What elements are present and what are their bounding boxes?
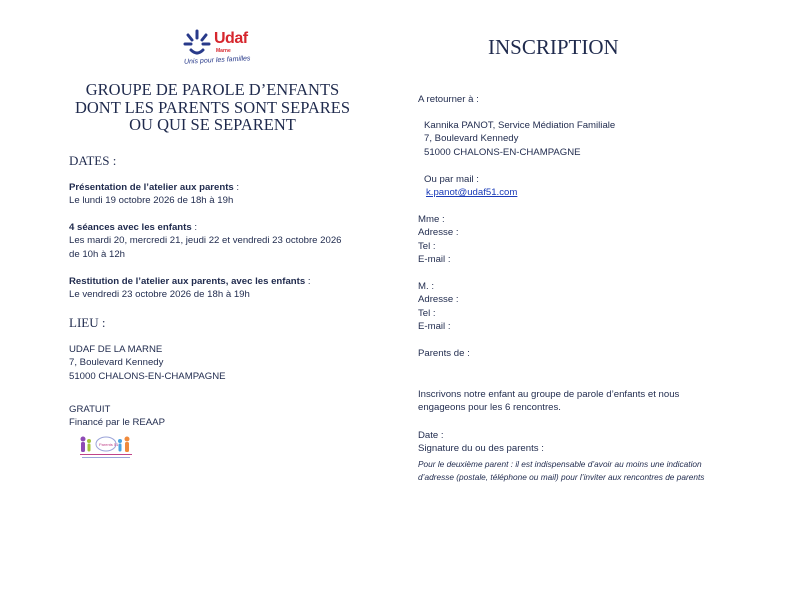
- signature-label: Signature du ou des parents :: [418, 443, 544, 455]
- session-line: de 10h à 12h: [69, 248, 126, 260]
- session-presentation: [69, 181, 369, 208]
- commitment-line: Inscrivons notre enfant au groupe de parole d’enfants et nous: [418, 389, 680, 400]
- title-line: DONT LES PARENTS SONT SEPARES: [74, 97, 351, 117]
- second-parent-note: [418, 458, 704, 483]
- note-line: Pour le deuxième parent : il est indispensable d’avoir au moins une indication: [418, 459, 702, 469]
- contact-block: [424, 119, 615, 159]
- return-to-label: A retourner à :: [418, 94, 479, 105]
- field-label-tel: Tel :: [418, 240, 436, 252]
- field-label-address: Adresse :: [418, 227, 459, 239]
- email-link[interactable]: k.panot@udaf51.com: [426, 187, 518, 199]
- session-line: Les mardi 20, mercredi 21, jeudi 22 et vendredi 23 octobre 2026: [69, 235, 342, 247]
- contact-line: Kannika PANOT, Service Médiation Familiale: [424, 120, 616, 131]
- session-label: 4 séances avec les enfants: [69, 222, 192, 233]
- dates-heading: DATES :: [69, 153, 117, 168]
- commitment-line: engageons pour les 6 rencontres.: [418, 402, 561, 414]
- parent2-fields: [418, 280, 459, 334]
- funding-label: Financé par le REAAP: [69, 417, 165, 429]
- session-suffix: :: [191, 222, 198, 233]
- family-figures-icon: [78, 435, 136, 461]
- session-suffix: :: [233, 182, 240, 193]
- field-label-email: E-mail :: [418, 321, 451, 333]
- pricing: [69, 403, 165, 430]
- parents-of-label: Parents de :: [418, 348, 470, 359]
- lieu-heading: LIEU :: [69, 315, 106, 330]
- page-title-right: INSCRIPTION: [488, 35, 619, 59]
- mail-label: Ou par mail :: [424, 174, 479, 185]
- commitment-text: [418, 388, 679, 415]
- udaf-star-icon: [182, 28, 212, 58]
- note-line: d’adresse (postale, téléphone ou mail) pour l’inviter aux rencontres de parents: [418, 471, 705, 482]
- address-line: 7, Boulevard Kennedy: [69, 357, 164, 369]
- contact-line: 7, Boulevard Kennedy: [424, 133, 519, 145]
- session-label: Présentation de l’atelier aux parents: [69, 182, 234, 193]
- page-title-left: [60, 81, 365, 134]
- venue-address: [69, 343, 226, 383]
- session-suffix: :: [305, 276, 311, 287]
- logo-tagline: Unis pour les familles: [183, 55, 251, 66]
- session-restitution: [69, 275, 369, 302]
- field-label-mme: Mme :: [418, 214, 445, 225]
- field-label-m: M. :: [418, 281, 434, 292]
- reaap-logo: [78, 435, 136, 461]
- date-label: Date :: [418, 430, 444, 441]
- session-line: Le vendredi 23 octobre 2026 de 18h à 19h: [69, 289, 250, 301]
- session-label: Restitution de l’atelier aux parents, avec les enfants: [69, 276, 306, 287]
- field-label-tel: Tel :: [418, 307, 436, 319]
- title-line: OU QUI SE SEPARENT: [129, 115, 296, 134]
- contact-line: 51000 CHALONS-EN-CHAMPAGNE: [424, 146, 581, 158]
- address-line: UDAF DE LA MARNE: [69, 344, 163, 355]
- session-children: [69, 221, 369, 261]
- title-line: GROUPE DE PAROLE D’ENFANTS: [85, 80, 340, 99]
- logo-region: Marne: [216, 48, 231, 54]
- mail-block: [424, 173, 517, 200]
- signature-block: [418, 429, 544, 456]
- price-label: GRATUIT: [69, 404, 111, 415]
- logo-brand: Udaf: [214, 30, 248, 47]
- parent1-fields: [418, 213, 459, 267]
- field-label-email: E-mail :: [418, 254, 451, 266]
- address-line: 51000 CHALONS-EN-CHAMPAGNE: [69, 370, 226, 382]
- udaf-logo: [180, 26, 270, 70]
- field-label-address: Adresse :: [418, 294, 459, 306]
- session-line: Le lundi 19 octobre 2026 de 18h à 19h: [69, 195, 234, 207]
- reaap-text: Parents 51: [99, 442, 119, 447]
